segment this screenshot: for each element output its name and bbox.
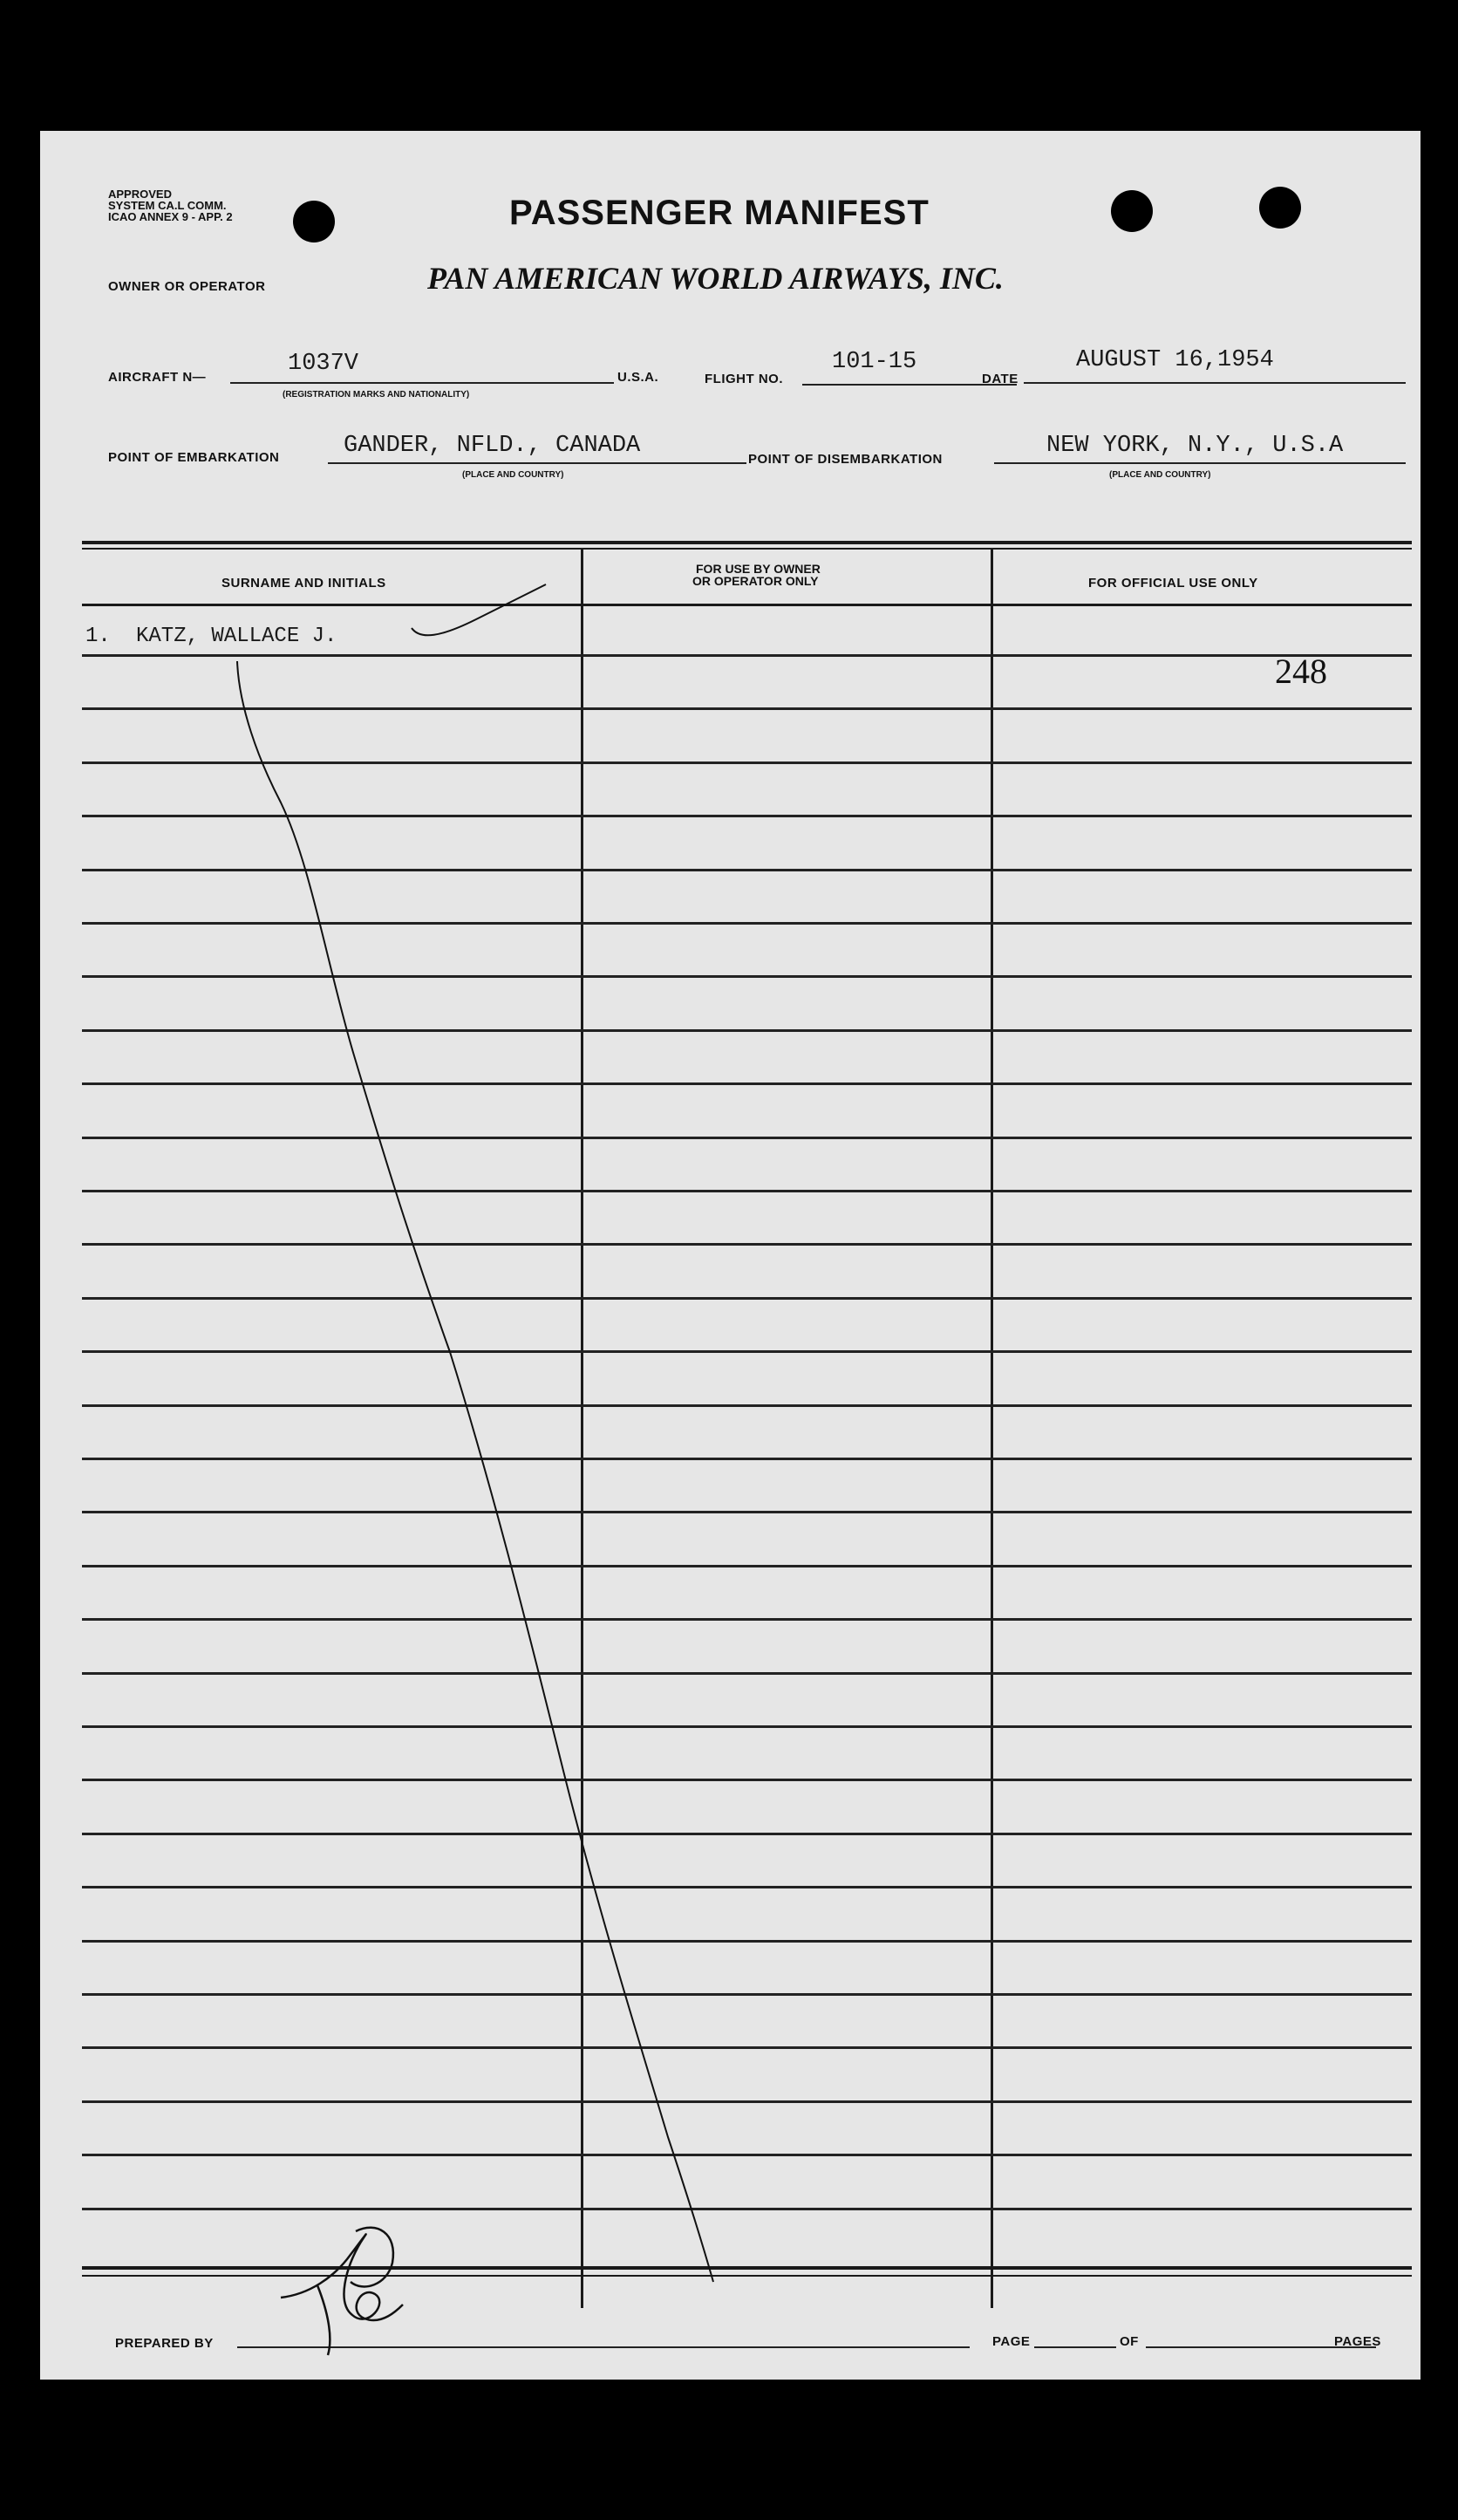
operator-name: PAN AMERICAN WORLD AIRWAYS, INC. xyxy=(427,261,1004,296)
prepared-by-initials xyxy=(317,2285,330,2355)
of-label: OF xyxy=(1120,2334,1139,2349)
header-surname: SURNAME AND INITIALS xyxy=(221,576,386,591)
passenger-name: KATZ, WALLACE J. xyxy=(136,625,337,648)
registration-caption: (REGISTRATION MARKS AND NATIONALITY) xyxy=(283,390,470,400)
aircraft-label: AIRCRAFT N— xyxy=(108,370,207,385)
approval-line-2: SYSTEM CA.L COMM. xyxy=(108,199,227,212)
disembarkation-label: POINT OF DISEMBARKATION xyxy=(748,452,943,467)
page-title: PASSENGER MANIFEST xyxy=(509,194,930,232)
approval-line-1: APPROVED xyxy=(108,188,172,201)
handwriting-overlay xyxy=(40,131,1421,2380)
date-value: AUGUST 16,1954 xyxy=(1076,347,1274,373)
header-owner-line-2: OR OPERATOR ONLY xyxy=(692,574,819,588)
embarkation-value: GANDER, NFLD., CANADA xyxy=(344,433,641,459)
usa-label: U.S.A. xyxy=(617,370,659,385)
embarkation-label: POINT OF EMBARKATION xyxy=(108,450,280,465)
passenger-number: 1. xyxy=(85,625,111,648)
header-owner-line-1: FOR USE BY OWNER xyxy=(696,562,821,576)
disembarkation-value: NEW YORK, N.Y., U.S.A xyxy=(1046,433,1344,459)
official-note: 248 xyxy=(1275,652,1327,691)
place-caption-2: (PLACE AND COUNTRY) xyxy=(1109,470,1211,480)
flight-label: FLIGHT NO. xyxy=(705,372,783,386)
header-official: FOR OFFICIAL USE ONLY xyxy=(1088,576,1258,591)
manifest-sheet xyxy=(40,131,1421,2380)
date-label: DATE xyxy=(982,372,1019,386)
prepared-by-initials xyxy=(351,2228,393,2287)
prepared-label: PREPARED BY xyxy=(115,2336,214,2351)
approval-line-3: ICAO ANNEX 9 - APP. 2 xyxy=(108,210,233,223)
owner-label: OWNER OR OPERATOR xyxy=(108,279,266,294)
flight-value: 101-15 xyxy=(832,349,917,375)
check-mark xyxy=(412,584,546,635)
aircraft-value: 1037V xyxy=(288,351,359,377)
cancel-stroke xyxy=(237,661,713,2282)
pages-label: PAGES xyxy=(1334,2334,1381,2349)
page-label: PAGE xyxy=(992,2334,1031,2349)
place-caption-1: (PLACE AND COUNTRY) xyxy=(462,470,564,480)
